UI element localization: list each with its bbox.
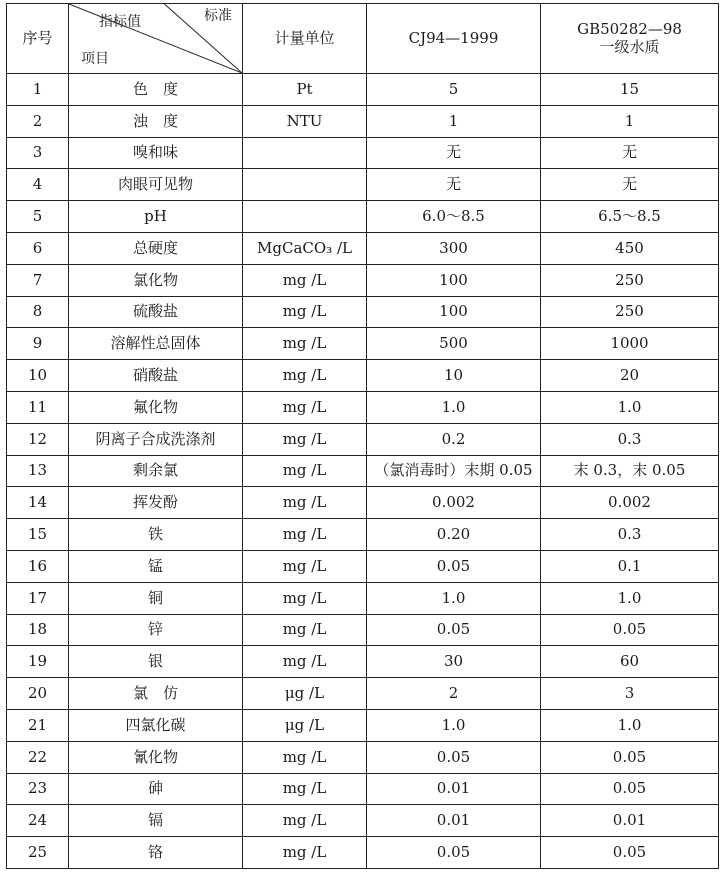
cell-gb50282-value: 1.0 bbox=[541, 709, 719, 741]
cell-gb50282-value: 60 bbox=[541, 646, 719, 678]
table-row bbox=[7, 741, 719, 773]
cell-seq: 1 bbox=[7, 74, 69, 106]
cell-gb50282-value: 0.1 bbox=[541, 550, 719, 582]
cell-cj94-value: 10 bbox=[367, 360, 541, 392]
cell-unit: mg /L bbox=[243, 773, 367, 805]
cell-cj94-value: 无 bbox=[367, 169, 541, 201]
cell-gb50282-value: 1 bbox=[541, 105, 719, 137]
table-row bbox=[7, 519, 719, 551]
cell-unit: μg /L bbox=[243, 709, 367, 741]
cell-item: 锰 bbox=[69, 550, 243, 582]
cell-seq: 8 bbox=[7, 296, 69, 328]
cell-unit: mg /L bbox=[243, 805, 367, 837]
cell-seq: 17 bbox=[7, 582, 69, 614]
cell-cj94-value: （氯消毒时）末期 0.05 bbox=[367, 455, 541, 487]
table-row bbox=[7, 232, 719, 264]
cell-cj94-value: 1.0 bbox=[367, 582, 541, 614]
cell-seq: 19 bbox=[7, 646, 69, 678]
cell-unit: mg /L bbox=[243, 264, 367, 296]
header-diag-item: 项目 bbox=[81, 50, 109, 67]
cell-item: pH bbox=[69, 201, 243, 233]
table-row bbox=[7, 678, 719, 710]
table-row bbox=[7, 455, 719, 487]
header-std1: CJ94—1999 bbox=[367, 4, 541, 74]
cell-item: 四氯化碳 bbox=[69, 709, 243, 741]
cell-gb50282-value: 1000 bbox=[541, 328, 719, 360]
cell-cj94-value: 0.01 bbox=[367, 805, 541, 837]
cell-seq: 3 bbox=[7, 137, 69, 169]
cell-item: 剩余氯 bbox=[69, 455, 243, 487]
cell-item: 色 度 bbox=[69, 74, 243, 106]
cell-unit bbox=[243, 201, 367, 233]
table-row bbox=[7, 360, 719, 392]
table-row bbox=[7, 391, 719, 423]
cell-unit bbox=[243, 169, 367, 201]
table-row bbox=[7, 264, 719, 296]
cell-cj94-value: 无 bbox=[367, 137, 541, 169]
cell-unit: mg /L bbox=[243, 328, 367, 360]
cell-unit: mg /L bbox=[243, 519, 367, 551]
cell-item: 氰化物 bbox=[69, 741, 243, 773]
cell-seq: 11 bbox=[7, 391, 69, 423]
table-body bbox=[7, 74, 719, 869]
cell-unit: mg /L bbox=[243, 741, 367, 773]
cell-cj94-value: 100 bbox=[367, 264, 541, 296]
table-row bbox=[7, 328, 719, 360]
cell-cj94-value: 0.05 bbox=[367, 741, 541, 773]
table-row bbox=[7, 837, 719, 869]
cell-seq: 16 bbox=[7, 550, 69, 582]
table-row bbox=[7, 296, 719, 328]
cell-item: 氯化物 bbox=[69, 264, 243, 296]
cell-cj94-value: 500 bbox=[367, 328, 541, 360]
table-row bbox=[7, 709, 719, 741]
cell-unit: μg /L bbox=[243, 678, 367, 710]
cell-item: 硫酸盐 bbox=[69, 296, 243, 328]
table-row bbox=[7, 773, 719, 805]
cell-item: 挥发酚 bbox=[69, 487, 243, 519]
table-row bbox=[7, 423, 719, 455]
table-row bbox=[7, 646, 719, 678]
cell-seq: 9 bbox=[7, 328, 69, 360]
cell-seq: 24 bbox=[7, 805, 69, 837]
cell-seq: 6 bbox=[7, 232, 69, 264]
cell-gb50282-value: 0.05 bbox=[541, 741, 719, 773]
cell-item: 铜 bbox=[69, 582, 243, 614]
cell-gb50282-value: 无 bbox=[541, 137, 719, 169]
cell-cj94-value: 0.01 bbox=[367, 773, 541, 805]
cell-cj94-value: 0.05 bbox=[367, 614, 541, 646]
cell-item: 总硬度 bbox=[69, 232, 243, 264]
cell-seq: 23 bbox=[7, 773, 69, 805]
cell-gb50282-value: 1.0 bbox=[541, 391, 719, 423]
cell-cj94-value: 6.0～8.5 bbox=[367, 201, 541, 233]
header-diagonal-cell bbox=[69, 4, 243, 74]
cell-gb50282-value: 末 0.3，末 0.05 bbox=[541, 455, 719, 487]
cell-unit: mg /L bbox=[243, 646, 367, 678]
cell-cj94-value: 30 bbox=[367, 646, 541, 678]
cell-item: 铬 bbox=[69, 837, 243, 869]
cell-seq: 15 bbox=[7, 519, 69, 551]
table-row bbox=[7, 74, 719, 106]
header-std2-line2: 一级水质 bbox=[599, 37, 660, 56]
cell-unit: mg /L bbox=[243, 391, 367, 423]
cell-item: 阴离子合成洗涤剂 bbox=[69, 423, 243, 455]
water-quality-table bbox=[6, 3, 719, 869]
cell-gb50282-value: 0.01 bbox=[541, 805, 719, 837]
cell-gb50282-value: 250 bbox=[541, 296, 719, 328]
cell-gb50282-value: 0.3 bbox=[541, 519, 719, 551]
cell-cj94-value: 5 bbox=[367, 74, 541, 106]
cell-gb50282-value: 0.002 bbox=[541, 487, 719, 519]
cell-seq: 22 bbox=[7, 741, 69, 773]
cell-seq: 21 bbox=[7, 709, 69, 741]
cell-item: 硝酸盐 bbox=[69, 360, 243, 392]
table-row bbox=[7, 614, 719, 646]
header-row bbox=[7, 4, 719, 74]
cell-seq: 18 bbox=[7, 614, 69, 646]
cell-item: 肉眼可见物 bbox=[69, 169, 243, 201]
header-diag-value: 指标值 bbox=[99, 14, 141, 30]
cell-gb50282-value: 6.5～8.5 bbox=[541, 201, 719, 233]
cell-gb50282-value: 250 bbox=[541, 264, 719, 296]
cell-cj94-value: 1 bbox=[367, 105, 541, 137]
header-std2-line1: GB50282—98 bbox=[577, 20, 682, 39]
cell-cj94-value: 0.2 bbox=[367, 423, 541, 455]
cell-unit: mg /L bbox=[243, 614, 367, 646]
cell-unit: mg /L bbox=[243, 582, 367, 614]
cell-seq: 14 bbox=[7, 487, 69, 519]
cell-unit: MgCaCO₃ /L bbox=[243, 232, 367, 264]
cell-unit: Pt bbox=[243, 74, 367, 106]
table-row bbox=[7, 487, 719, 519]
header-std2 bbox=[541, 4, 719, 74]
cell-seq: 20 bbox=[7, 678, 69, 710]
cell-unit: mg /L bbox=[243, 360, 367, 392]
table-row bbox=[7, 201, 719, 233]
cell-item: 浊 度 bbox=[69, 105, 243, 137]
cell-item: 嗅和味 bbox=[69, 137, 243, 169]
cell-cj94-value: 100 bbox=[367, 296, 541, 328]
table-row bbox=[7, 550, 719, 582]
cell-seq: 2 bbox=[7, 105, 69, 137]
cell-item: 镉 bbox=[69, 805, 243, 837]
cell-item: 氯 仿 bbox=[69, 678, 243, 710]
cell-cj94-value: 300 bbox=[367, 232, 541, 264]
cell-cj94-value: 0.05 bbox=[367, 550, 541, 582]
header-diag-standard: 标准 bbox=[204, 8, 232, 24]
cell-gb50282-value: 20 bbox=[541, 360, 719, 392]
header-unit: 计量单位 bbox=[243, 4, 367, 74]
cell-gb50282-value: 1.0 bbox=[541, 582, 719, 614]
cell-gb50282-value: 0.05 bbox=[541, 837, 719, 869]
cell-gb50282-value: 15 bbox=[541, 74, 719, 106]
cell-seq: 12 bbox=[7, 423, 69, 455]
cell-unit: NTU bbox=[243, 105, 367, 137]
cell-cj94-value: 1.0 bbox=[367, 709, 541, 741]
cell-cj94-value: 1.0 bbox=[367, 391, 541, 423]
cell-seq: 10 bbox=[7, 360, 69, 392]
cell-item: 溶解性总固体 bbox=[69, 328, 243, 360]
table-row bbox=[7, 137, 719, 169]
cell-cj94-value: 0.05 bbox=[367, 837, 541, 869]
cell-gb50282-value: 0.05 bbox=[541, 773, 719, 805]
table-row bbox=[7, 169, 719, 201]
cell-gb50282-value: 无 bbox=[541, 169, 719, 201]
cell-unit: mg /L bbox=[243, 487, 367, 519]
cell-cj94-value: 0.002 bbox=[367, 487, 541, 519]
cell-unit bbox=[243, 137, 367, 169]
cell-item: 氟化物 bbox=[69, 391, 243, 423]
cell-item: 铁 bbox=[69, 519, 243, 551]
table-row bbox=[7, 805, 719, 837]
table-row bbox=[7, 582, 719, 614]
cell-item: 锌 bbox=[69, 614, 243, 646]
cell-unit: mg /L bbox=[243, 455, 367, 487]
cell-cj94-value: 0.20 bbox=[367, 519, 541, 551]
water-quality-table-container bbox=[6, 3, 719, 869]
header-seq: 序号 bbox=[7, 4, 69, 74]
cell-unit: mg /L bbox=[243, 837, 367, 869]
table-row bbox=[7, 105, 719, 137]
cell-cj94-value: 2 bbox=[367, 678, 541, 710]
cell-unit: mg /L bbox=[243, 550, 367, 582]
cell-item: 银 bbox=[69, 646, 243, 678]
cell-seq: 13 bbox=[7, 455, 69, 487]
cell-gb50282-value: 0.3 bbox=[541, 423, 719, 455]
cell-gb50282-value: 450 bbox=[541, 232, 719, 264]
cell-unit: mg /L bbox=[243, 296, 367, 328]
cell-seq: 5 bbox=[7, 201, 69, 233]
cell-gb50282-value: 0.05 bbox=[541, 614, 719, 646]
cell-seq: 7 bbox=[7, 264, 69, 296]
cell-item: 砷 bbox=[69, 773, 243, 805]
cell-seq: 25 bbox=[7, 837, 69, 869]
cell-seq: 4 bbox=[7, 169, 69, 201]
cell-gb50282-value: 3 bbox=[541, 678, 719, 710]
cell-unit: mg /L bbox=[243, 423, 367, 455]
